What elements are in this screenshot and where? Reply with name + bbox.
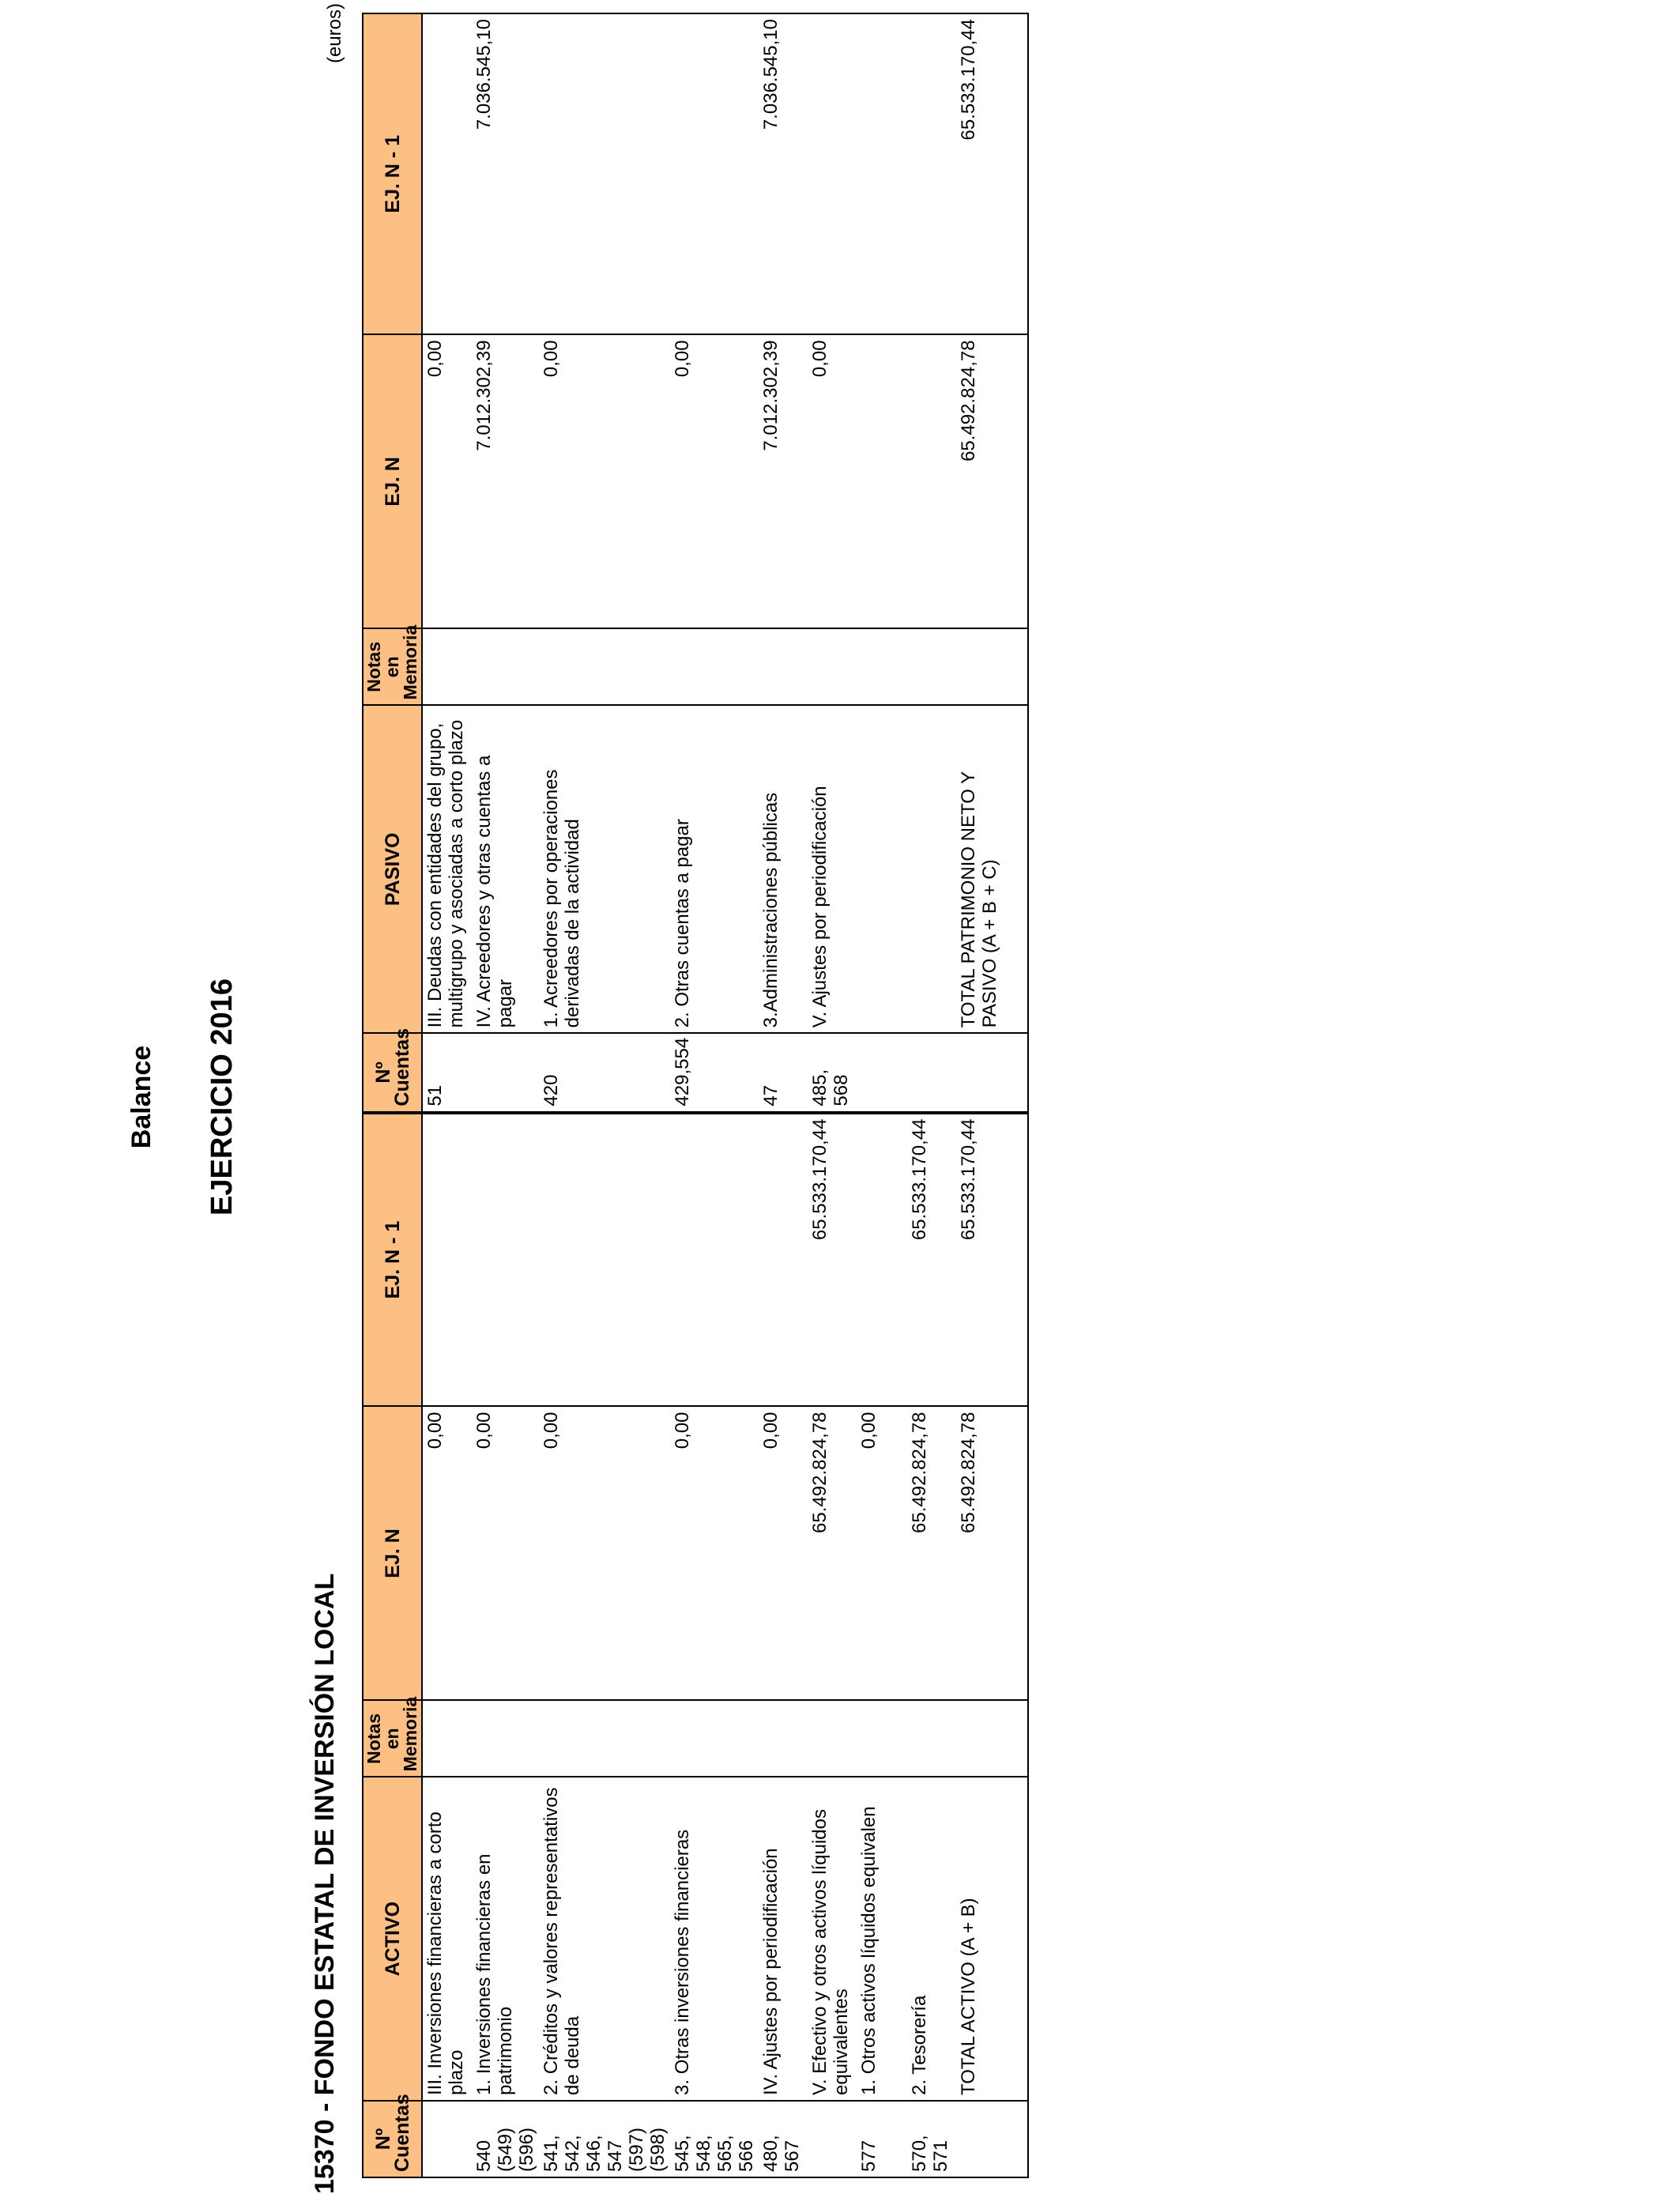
table-header-row [363, 13, 422, 2177]
table-row [857, 13, 907, 2177]
cell-notas-pasivo [472, 628, 539, 705]
cell-ej-n-activo: 65.492.824,78 [808, 1406, 857, 1700]
table-row [759, 13, 808, 2177]
cell-pasivo-label: IV. Acreedores y otras cuentas a pagar [472, 705, 539, 1033]
cell-pasivo-label: V. Ajustes por periodificación [808, 705, 857, 1033]
cell-ej-n-activo: 65.492.824,78 [956, 1406, 1028, 1700]
cell-notas-pasivo [759, 628, 808, 705]
cell-ej-n1-activo [539, 1113, 670, 1407]
balance-table [362, 13, 1029, 2178]
cell-ej-n1-pasivo: 65.533.170,44 [956, 13, 1028, 334]
cell-cuentas-pasivo: 47 [759, 1033, 808, 1112]
cell-pasivo-label: 3.Administraciones públicas [759, 705, 808, 1033]
col-header-pasivo: PASIVO [363, 705, 422, 1033]
cell-notas-activo [539, 1700, 670, 1777]
cell-cuentas-pasivo [857, 1033, 907, 1112]
cell-notas-activo [422, 1700, 472, 1777]
cell-cuentas-pasivo: 429,554 [670, 1033, 759, 1112]
cell-activo-label: TOTAL ACTIVO (A + B) [956, 1777, 1028, 2101]
cell-cuentas-pasivo: 485, 568 [808, 1033, 857, 1112]
cell-ej-n-activo: 0,00 [422, 1406, 472, 1700]
cell-cuentas-pasivo: 51 [422, 1033, 472, 1112]
cell-pasivo-label [857, 705, 907, 1033]
cell-ej-n-pasivo: 7.012.302,39 [759, 334, 808, 628]
fiscal-year-title: EJERCICIO 2016 [205, 978, 239, 1216]
cell-cuentas-activo: 541, 542, 546, 547 (597) (598) [539, 2101, 670, 2177]
cell-notas-activo [472, 1700, 539, 1777]
cell-pasivo-label: TOTAL PATRIMONIO NETO Y PASIVO (A + B + C) [956, 705, 1028, 1033]
cell-ej-n1-pasivo [857, 13, 907, 334]
cell-notas-pasivo [539, 628, 670, 705]
cell-notas-pasivo [956, 628, 1028, 705]
cell-notas-pasivo [670, 628, 759, 705]
cell-activo-label: 1. Inversiones financieras en patrimonio [472, 1777, 539, 2101]
cell-activo-label: IV. Ajustes por periodificación [759, 1777, 808, 2101]
cell-ej-n-pasivo: 7.012.302,39 [472, 334, 539, 628]
cell-activo-label: 2. Tesorería [907, 1777, 956, 2101]
cell-activo-label: 2. Créditos y valores representativos de deuda [539, 1777, 670, 2101]
cell-ej-n1-activo: 65.533.170,44 [907, 1113, 956, 1407]
cell-notas-pasivo [422, 628, 472, 705]
cell-ej-n-activo: 0,00 [759, 1406, 808, 1700]
cell-ej-n-pasivo: 0,00 [808, 334, 857, 628]
cell-ej-n-pasivo [857, 334, 907, 628]
table-row [422, 13, 472, 2177]
cell-ej-n1-activo [670, 1113, 759, 1407]
cell-ej-n-pasivo: 0,00 [670, 334, 759, 628]
cell-ej-n1-pasivo [539, 13, 670, 334]
cell-ej-n-pasivo: 0,00 [422, 334, 472, 628]
cell-ej-n1-pasivo [907, 13, 956, 334]
cell-cuentas-pasivo [472, 1033, 539, 1112]
cell-notas-activo [956, 1700, 1028, 1777]
table-row [808, 13, 857, 2177]
col-header-activo: ACTIVO [363, 1777, 422, 2101]
cell-cuentas-activo: 480, 567 [759, 2101, 808, 2177]
table-row [670, 13, 759, 2177]
cell-notas-pasivo [808, 628, 857, 705]
cell-notas-activo [907, 1700, 956, 1777]
col-header-ej-n1-activo: EJ. N - 1 [363, 1113, 422, 1407]
cell-pasivo-label: 1. Acreedores por operaciones derivadas de la actividad [539, 705, 670, 1033]
cell-ej-n1-activo: 65.533.170,44 [956, 1113, 1028, 1407]
cell-activo-label: 1. Otros activos líquidos equivalen [857, 1777, 907, 2101]
cell-ej-n-activo: 65.492.824,78 [907, 1406, 956, 1700]
cell-ej-n1-pasivo [808, 13, 857, 334]
cell-cuentas-pasivo: 420 [539, 1033, 670, 1112]
cell-cuentas-activo: 545, 548, 565, 566 [670, 2101, 759, 2177]
cell-pasivo-label [907, 705, 956, 1033]
table-body [422, 13, 1028, 2177]
cell-ej-n1-pasivo: 7.036.545,10 [472, 13, 539, 334]
cell-ej-n1-activo [422, 1113, 472, 1407]
col-header-ej-n-activo: EJ. N [363, 1406, 422, 1700]
cell-ej-n-activo: 0,00 [857, 1406, 907, 1700]
cell-ej-n-activo: 0,00 [670, 1406, 759, 1700]
cell-pasivo-label: 2. Otras cuentas a pagar [670, 705, 759, 1033]
cell-cuentas-activo: 570, 571 [907, 2101, 956, 2177]
cell-ej-n-pasivo [907, 334, 956, 628]
cell-ej-n1-activo: 65.533.170,44 [808, 1113, 857, 1407]
table-row [472, 13, 539, 2177]
entity-title: 15370 - FONDO ESTATAL DE INVERSIÓN LOCAL [310, 1573, 340, 2194]
cell-notas-pasivo [907, 628, 956, 705]
table-row [907, 13, 956, 2177]
cell-notas-activo [759, 1700, 808, 1777]
table-row [539, 13, 670, 2177]
cell-ej-n-activo: 0,00 [539, 1406, 670, 1700]
cell-activo-label: V. Efectivo y otros activos líquidos equivalentes [808, 1777, 857, 2101]
col-header-cuentas-pasivo: Nº Cuentas [363, 1033, 422, 1112]
cell-cuentas-pasivo [907, 1033, 956, 1112]
document-title: Balance [126, 1045, 156, 1149]
cell-cuentas-activo: 540 (549) (596) [472, 2101, 539, 2177]
col-header-ej-n-pasivo: EJ. N [363, 334, 422, 628]
cell-ej-n1-activo [857, 1113, 907, 1407]
cell-cuentas-activo [422, 2101, 472, 2177]
cell-ej-n1-pasivo: 7.036.545,10 [759, 13, 808, 334]
col-header-notas-activo: Notas en Memoria [363, 1700, 422, 1777]
cell-cuentas-activo [956, 2101, 1028, 2177]
cell-cuentas-pasivo [956, 1033, 1028, 1112]
cell-notas-activo [670, 1700, 759, 1777]
col-header-cuentas-activo: Nº Cuentas [363, 2101, 422, 2177]
currency-unit: (euros) [324, 2, 345, 63]
cell-cuentas-activo [808, 2101, 857, 2177]
cell-ej-n-activo: 0,00 [472, 1406, 539, 1700]
cell-cuentas-activo: 577 [857, 2101, 907, 2177]
cell-ej-n1-activo [472, 1113, 539, 1407]
cell-ej-n1-pasivo [670, 13, 759, 334]
col-header-notas-pasivo: Notas en Memoria [363, 628, 422, 705]
cell-ej-n1-activo [759, 1113, 808, 1407]
col-header-ej-n1-pasivo: EJ. N - 1 [363, 13, 422, 334]
cell-pasivo-label: III. Deudas con entidades del grupo, multigrupo y asociadas a corto plazo [422, 705, 472, 1033]
cell-activo-label: 3. Otras inversiones financieras [670, 1777, 759, 2101]
cell-ej-n-pasivo: 65.492.824,78 [956, 334, 1028, 628]
cell-notas-activo [857, 1700, 907, 1777]
cell-ej-n1-pasivo [422, 13, 472, 334]
cell-notas-pasivo [857, 628, 907, 705]
table-total-row [956, 13, 1028, 2177]
cell-notas-activo [808, 1700, 857, 1777]
cell-activo-label: III. Inversiones financieras a corto plazo [422, 1777, 472, 2101]
cell-ej-n-pasivo: 0,00 [539, 334, 670, 628]
